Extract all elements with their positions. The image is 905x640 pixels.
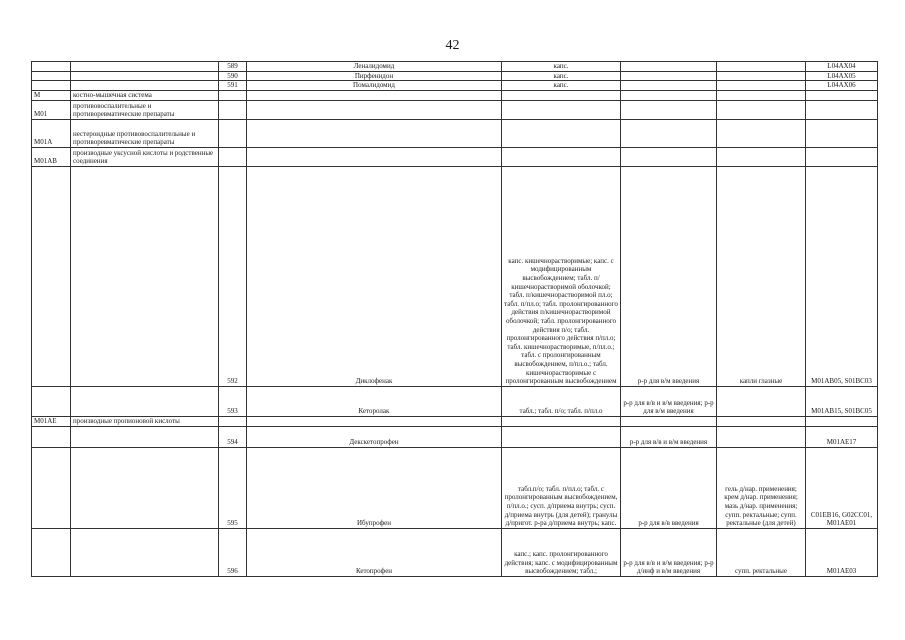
injection-forms [621, 147, 717, 166]
oral-forms: капс. кишечнорастворимые; капс. с модифицированным высвобождением; табл. п/кишечнорастворимой оболочкой; табл. п/кишечнорастворимой пл.о; табл. п/пл.о; табл. пролонгированного действия п/кишечнорастворимой оболочкой; табл. пролонгированного действия п/о; табл. пролонгированного действия п/пл.о; табл. кишечнорастворимые, п/пл.о.; табл. с пролонгированным высвобождением, п/пл.о.; табл. кишечнорастворимые с пролонгированным высвобождением [502, 166, 621, 386]
oral-forms: табл.; табл. п/о; табл. п/пл.о [502, 386, 621, 416]
atc-code: L04AX05 [806, 71, 878, 81]
drug-name [247, 119, 502, 147]
drug-name [247, 90, 502, 100]
external-forms [717, 426, 806, 447]
oral-forms [502, 90, 621, 100]
injection-forms [621, 119, 717, 147]
oral-forms: капс. [502, 62, 621, 72]
atc-code: L04AX04 [806, 62, 878, 72]
table-row [32, 100, 878, 119]
atc-code [806, 90, 878, 100]
row-number: 592 [219, 166, 247, 386]
atc-group-code [32, 447, 71, 528]
atc-group-code: M01AB [32, 147, 71, 166]
drug-name: Пирфенидон [247, 71, 502, 81]
row-number: 591 [219, 81, 247, 91]
injection-forms [621, 81, 717, 91]
table-row [32, 90, 878, 100]
external-forms [717, 71, 806, 81]
atc-group-code [32, 62, 71, 72]
oral-forms: табл.п/о; табл. п/пл.о; табл. с пролонгированным высвобождением, п/пл.о.; сусп. д/приема внутрь; сусп. д/приема внутрь (для детей); гранулы д/пригот. р-ра д/приема внутрь; капс. [502, 447, 621, 528]
row-number: 596 [219, 528, 247, 576]
atc-group-code: M01AE [32, 416, 71, 426]
drug-name: Декскетопрофен [247, 426, 502, 447]
external-forms [717, 386, 806, 416]
atc-code: L04AX06 [806, 81, 878, 91]
atc-group-code [32, 71, 71, 81]
injection-forms: р-р для в/в и в/м введения; р-р для в/м введения [621, 386, 717, 416]
table-row [32, 386, 878, 416]
group-name: противовоспалительные и противоревматические препараты [71, 100, 219, 119]
group-name [71, 386, 219, 416]
injection-forms: р-р для в/м введения [621, 166, 717, 386]
external-forms [717, 119, 806, 147]
table-row [32, 426, 878, 447]
atc-code: M01AE17 [806, 426, 878, 447]
atc-code: M01AE03 [806, 528, 878, 576]
group-name: костно-мышечная система [71, 90, 219, 100]
drug-name: Кетопрофен [247, 528, 502, 576]
group-name [71, 528, 219, 576]
oral-forms: капс. [502, 81, 621, 91]
group-name [71, 426, 219, 447]
injection-forms [621, 100, 717, 119]
group-name [71, 166, 219, 386]
group-name: производные пропионовой кислоты [71, 416, 219, 426]
external-forms: супп. ректальные [717, 528, 806, 576]
group-name [71, 447, 219, 528]
group-name [71, 81, 219, 91]
table-row [32, 166, 878, 386]
group-name: нестероидные противовоспалительные и противоревматические препараты [71, 119, 219, 147]
external-forms [717, 100, 806, 119]
drug-registry-table [31, 61, 878, 577]
injection-forms [621, 416, 717, 426]
atc-group-code [32, 81, 71, 91]
table-row [32, 119, 878, 147]
atc-group-code [32, 426, 71, 447]
atc-code: C01EB16, G02CC01, M01AE01 [806, 447, 878, 528]
atc-group-code [32, 386, 71, 416]
drug-name: Помалидомид [247, 81, 502, 91]
drug-name: Кеторолак [247, 386, 502, 416]
table-row [32, 147, 878, 166]
row-number [219, 416, 247, 426]
row-number [219, 119, 247, 147]
injection-forms: р-р для в/в и в/м введения; р-р д/инф и в/м введения [621, 528, 717, 576]
injection-forms [621, 71, 717, 81]
external-forms: гель д/нар. применения; крем д/нар. применения; мазь д/нар. применения; супп. ректальные; супп. ректальные (для детей) [717, 447, 806, 528]
drug-name: Леналидомид [247, 62, 502, 72]
table-row [32, 81, 878, 91]
group-name [71, 62, 219, 72]
row-number [219, 147, 247, 166]
injection-forms [621, 90, 717, 100]
atc-code [806, 100, 878, 119]
injection-forms: р-р для в/в введения [621, 447, 717, 528]
oral-forms [502, 100, 621, 119]
atc-code: M01AB15, S01BC05 [806, 386, 878, 416]
injection-forms [621, 62, 717, 72]
drug-name [247, 100, 502, 119]
external-forms [717, 147, 806, 166]
atc-group-code: M [32, 90, 71, 100]
row-number: 595 [219, 447, 247, 528]
table-row [32, 528, 878, 576]
oral-forms: капс. [502, 71, 621, 81]
page-number: 42 [445, 38, 460, 53]
atc-group-code [32, 528, 71, 576]
row-number [219, 90, 247, 100]
external-forms [717, 416, 806, 426]
atc-code [806, 416, 878, 426]
drug-name [247, 147, 502, 166]
oral-forms [502, 426, 621, 447]
row-number: 594 [219, 426, 247, 447]
drug-name: Ибупрофен [247, 447, 502, 528]
table-row [32, 447, 878, 528]
oral-forms: капс.; капс. пролонгированного действия; капс. с модифицированным высвобождением; табл.; [502, 528, 621, 576]
external-forms [717, 81, 806, 91]
group-name: производные уксусной кислоты и родственные соединения [71, 147, 219, 166]
atc-group-code [32, 166, 71, 386]
drug-name: Диклофенак [247, 166, 502, 386]
external-forms [717, 62, 806, 72]
table-row [32, 62, 878, 72]
atc-code [806, 147, 878, 166]
table-row [32, 71, 878, 81]
atc-code: M01AB05, S01BC03 [806, 166, 878, 386]
atc-group-code: M01 [32, 100, 71, 119]
external-forms: капли глазные [717, 166, 806, 386]
row-number [219, 100, 247, 119]
injection-forms: р-р для в/в и в/м введения [621, 426, 717, 447]
atc-code [806, 119, 878, 147]
row-number: 589 [219, 62, 247, 72]
table-row [32, 416, 878, 426]
row-number: 590 [219, 71, 247, 81]
oral-forms [502, 416, 621, 426]
oral-forms [502, 147, 621, 166]
row-number: 593 [219, 386, 247, 416]
external-forms [717, 90, 806, 100]
drug-name [247, 416, 502, 426]
group-name [71, 71, 219, 81]
atc-group-code: M01A [32, 119, 71, 147]
oral-forms [502, 119, 621, 147]
